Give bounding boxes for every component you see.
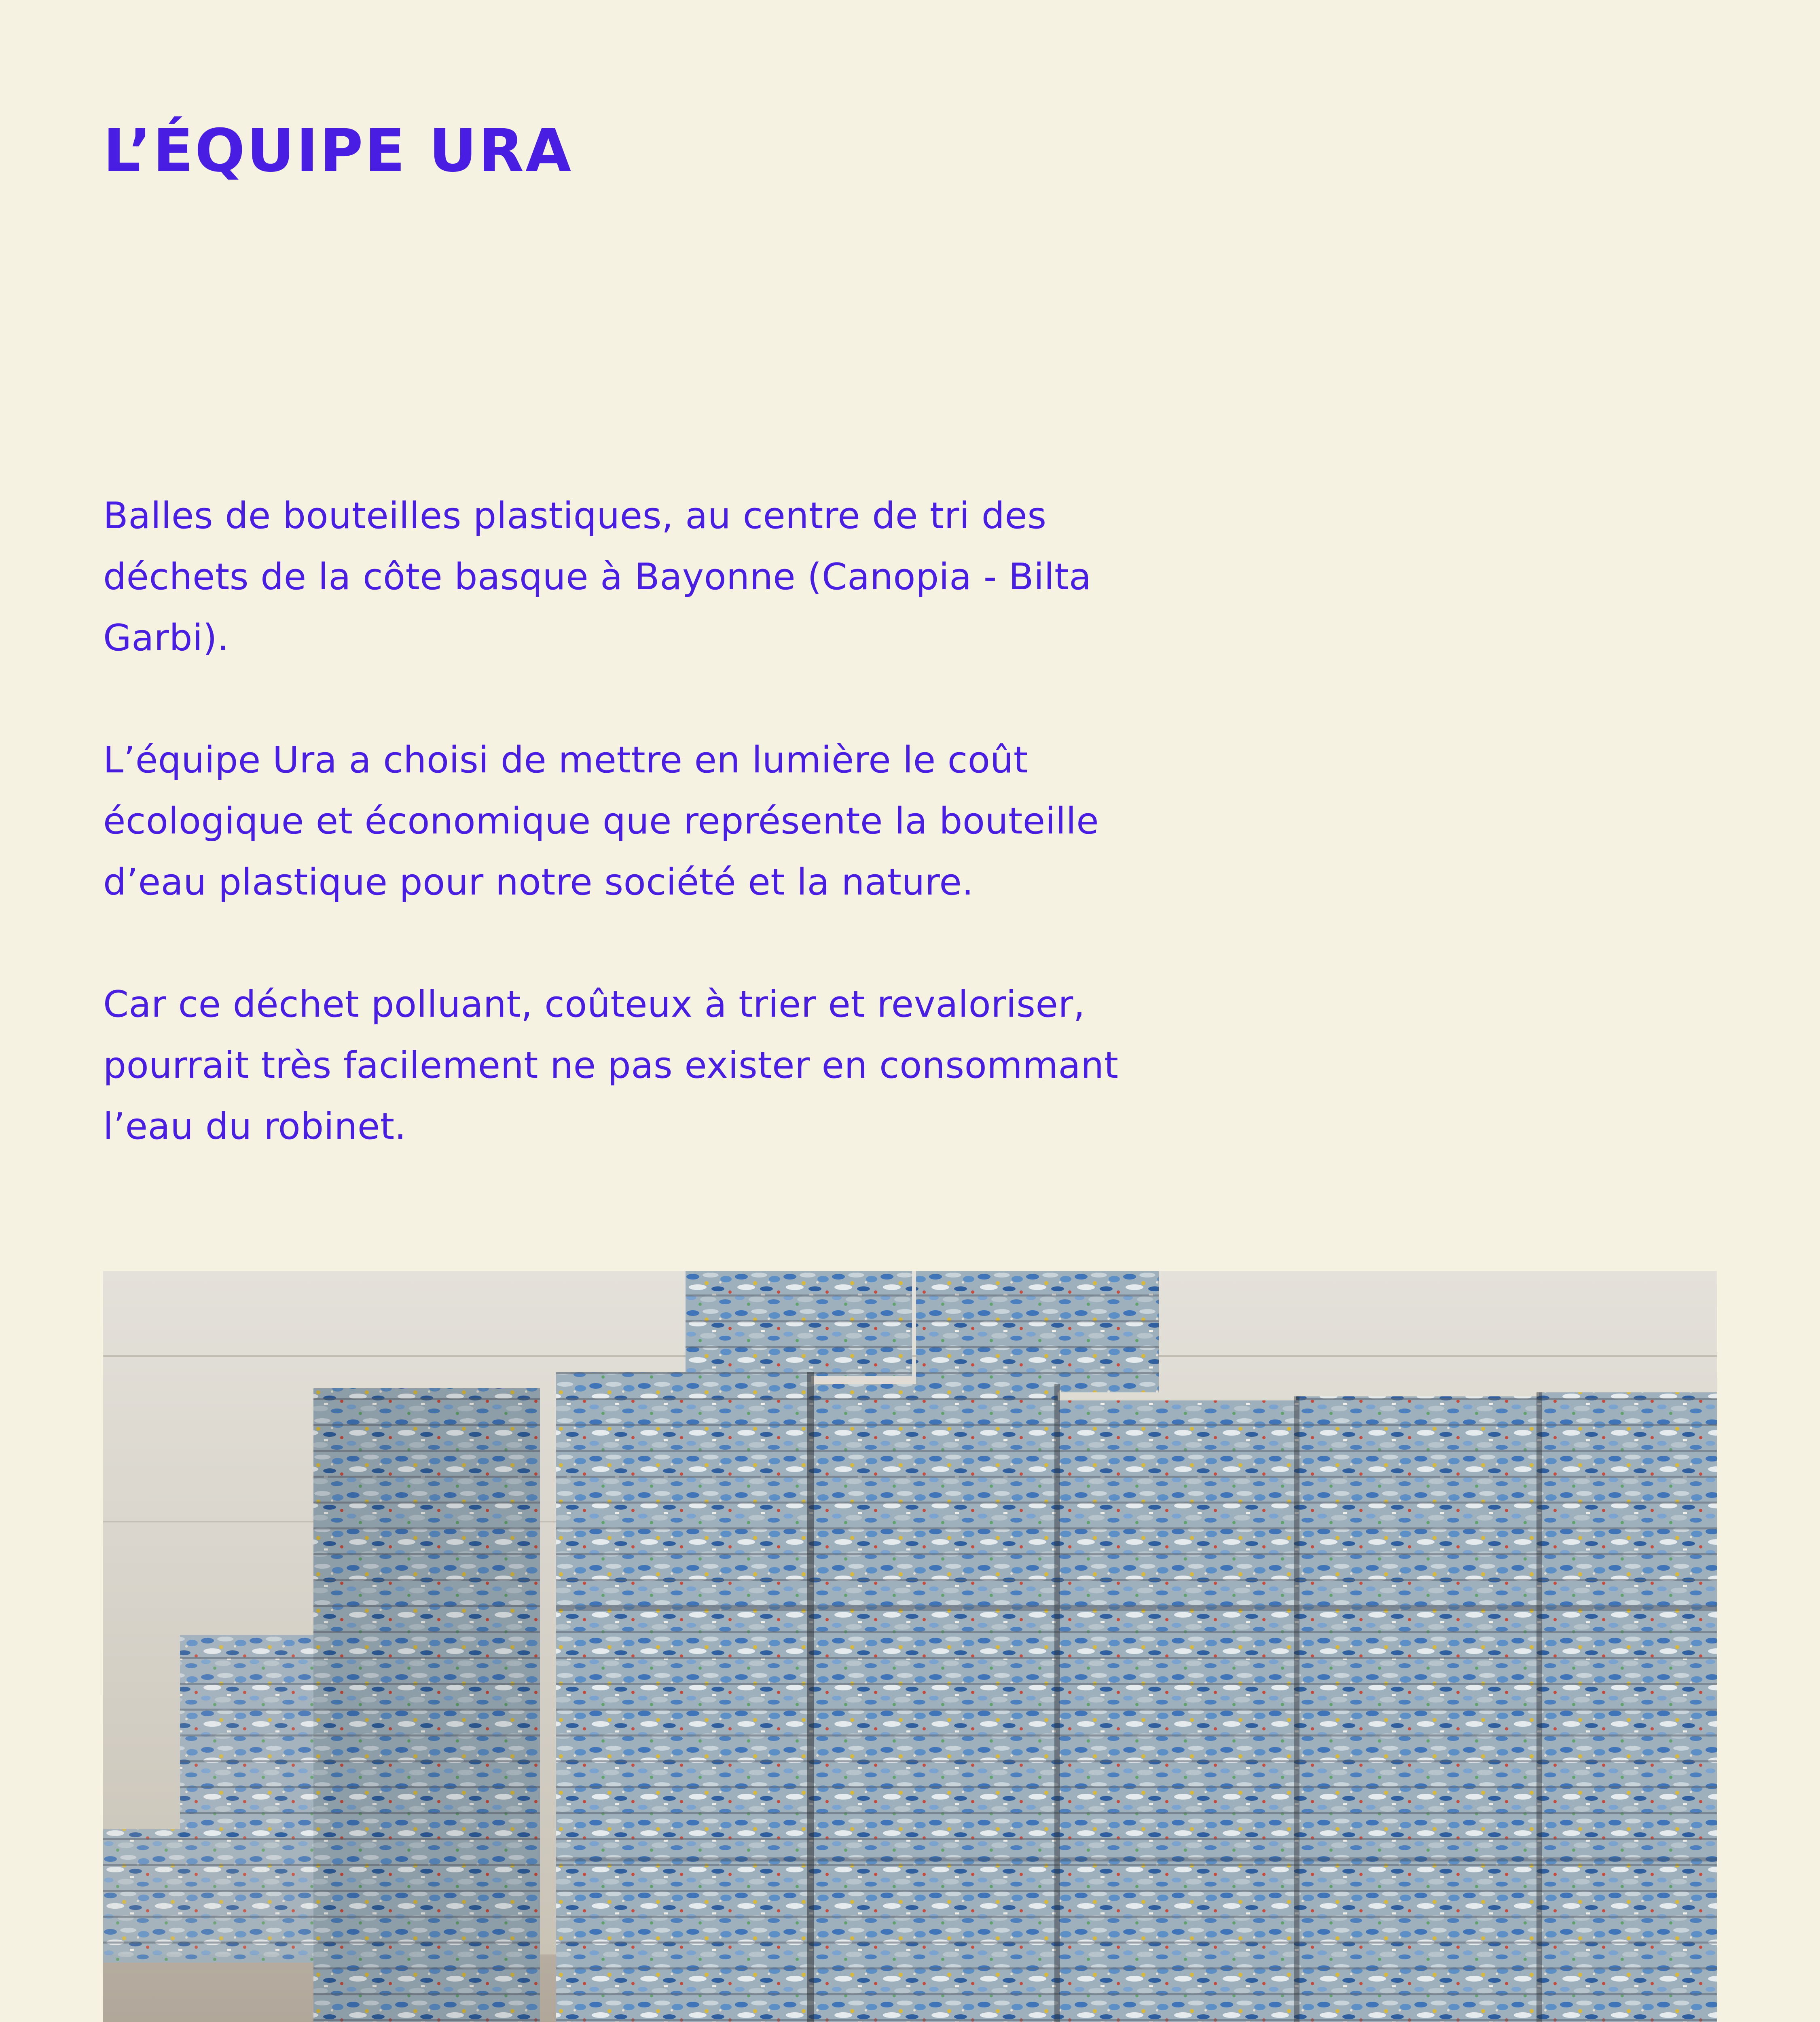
page-title: L’ÉQUIPE URA bbox=[103, 116, 573, 185]
closing-paragraph: Car ce déchet polluant, coûteux à trier et revaloriser, pourrait très facilement ne pas exister en consommant l’eau du robinet. bbox=[103, 983, 1119, 1148]
body-text bbox=[103, 485, 1195, 1157]
intro-paragraph: L’équipe Ura a choisi de mettre en lumière le coût écologique et économique que représente la bouteille d’eau plastique pour notre société et la nature. bbox=[103, 739, 1099, 903]
caption-paragraph: Balles de bouteilles plastiques, au centre de tri des déchets de la côte basque à Bayonne (Canopia - Bilta Garbi). bbox=[103, 495, 1092, 659]
plastic-bottle-bales-photo bbox=[103, 1271, 1717, 2022]
